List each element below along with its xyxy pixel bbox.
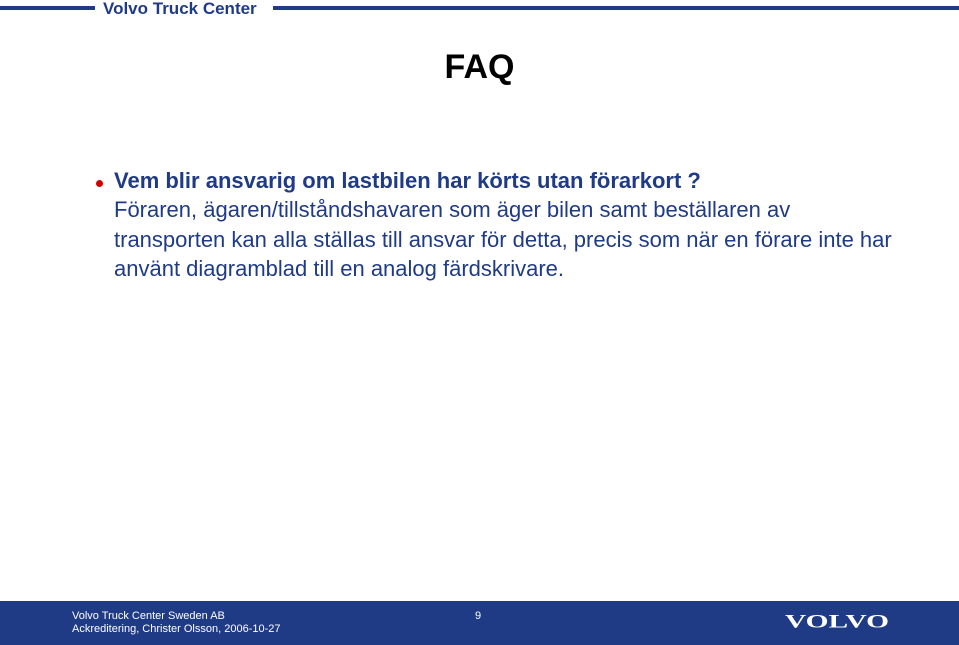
- page-number: 9: [474, 610, 482, 622]
- footer: [0, 601, 959, 645]
- header-rule-right: [273, 6, 959, 10]
- header-title: Volvo Truck Center: [103, 0, 257, 18]
- bullet-icon: [96, 180, 103, 187]
- footer-company: Volvo Truck Center Sweden AB: [72, 610, 225, 622]
- faq-question: Vem blir ansvarig om lastbilen har körts utan förarkort ?: [114, 168, 701, 193]
- faq-answer: Föraren, ägaren/tillståndshavaren som äger bilen samt beställaren av transporten kan alla ställas till ansvar för detta, precis som när en förare inte har använt diagramblad till en analog färdskrivare.: [114, 197, 892, 281]
- volvo-logo-text: VOLVO: [785, 612, 889, 630]
- header-rule-left: [0, 6, 95, 10]
- footer-accreditation: Ackreditering, Christer Olsson, 2006-10-27: [72, 623, 281, 635]
- volvo-logo: [784, 612, 890, 630]
- page-title: FAQ: [444, 48, 515, 86]
